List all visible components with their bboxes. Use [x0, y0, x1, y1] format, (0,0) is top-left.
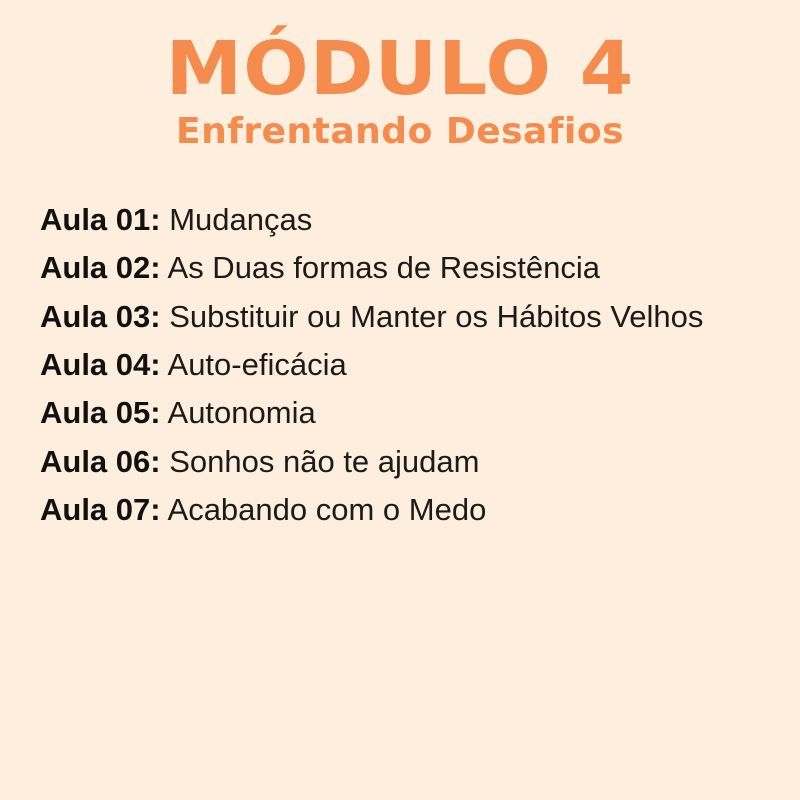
lesson-text: Acabando com o Medo — [167, 492, 487, 528]
list-item — [40, 341, 752, 389]
lesson-text: As Duas formas de Resistência — [167, 250, 600, 286]
lesson-label: Aula 07: — [40, 492, 161, 528]
list-item — [40, 293, 752, 341]
list-item — [40, 438, 752, 486]
lesson-text: Autonomia — [167, 395, 316, 431]
header — [0, 0, 800, 152]
lesson-label: Aula 05: — [40, 395, 161, 431]
lesson-text: Sonhos não te ajudam — [169, 443, 480, 479]
lesson-text: Auto-eficácia — [167, 346, 347, 382]
module-title: MÓDULO 4 — [165, 26, 635, 112]
list-item — [40, 486, 752, 534]
module-subtitle: Enfrentando Desafios — [175, 111, 625, 153]
list-item — [40, 244, 752, 292]
lesson-label: Aula 02: — [40, 250, 161, 286]
lesson-label: Aula 04: — [40, 346, 161, 382]
list-item — [40, 389, 752, 437]
lesson-list — [0, 196, 800, 535]
lesson-label: Aula 01: — [40, 201, 161, 237]
lesson-label: Aula 03: — [40, 298, 161, 334]
lesson-text: Substituir ou Manter os Hábitos Velhos — [169, 298, 704, 334]
lesson-text: Mudanças — [169, 201, 313, 237]
lesson-label: Aula 06: — [40, 443, 161, 479]
list-item — [40, 196, 752, 244]
